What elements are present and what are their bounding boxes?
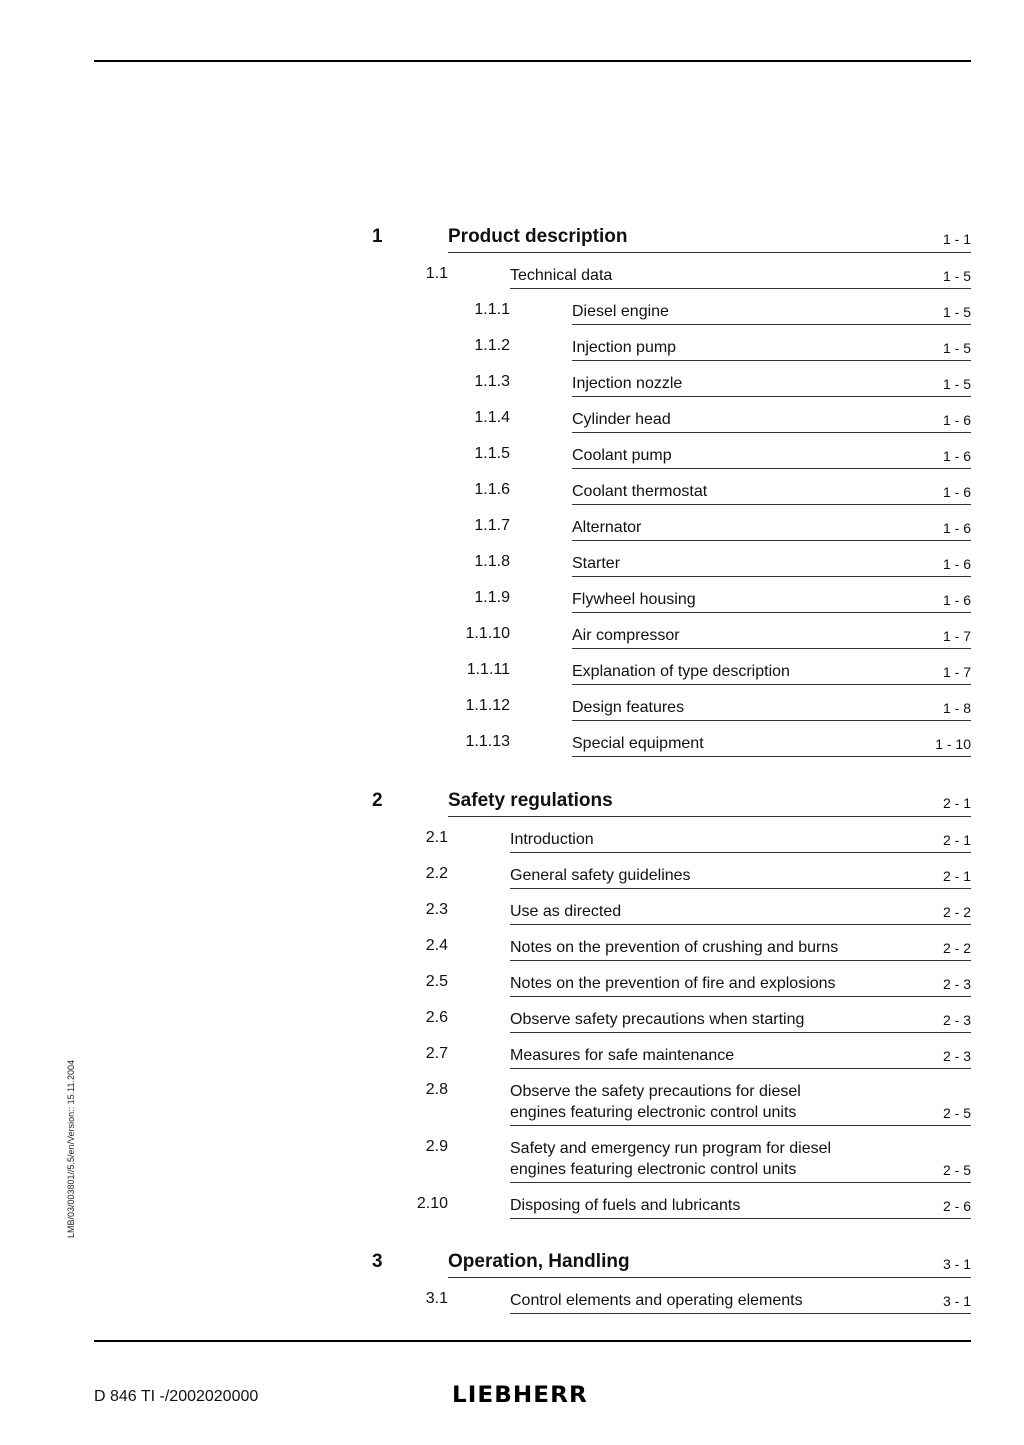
- bottom-rule: [94, 1340, 971, 1342]
- toc-rule: [510, 288, 971, 289]
- toc-rule: [510, 1313, 971, 1314]
- toc-number: 3.1: [425, 1290, 448, 1307]
- toc-number: 2.2: [425, 865, 448, 882]
- toc-title: Diesel engine: [572, 303, 669, 320]
- toc-rule: [510, 1182, 971, 1183]
- toc-page: 3 - 1: [942, 1256, 971, 1272]
- toc-number: 1.1.3: [474, 373, 510, 390]
- toc-title: Starter: [572, 555, 621, 572]
- toc-number: 3: [372, 1251, 383, 1272]
- toc-title: Introduction: [510, 831, 594, 848]
- liebherr-logo: LIEBHERR: [452, 1383, 588, 1408]
- toc-page: 1 - 6: [942, 556, 971, 572]
- toc-number: 1.1.10: [465, 625, 510, 642]
- toc-number: 1.1.12: [465, 697, 510, 714]
- toc-rule: [510, 960, 971, 961]
- toc-title: General safety guidelines: [510, 867, 691, 884]
- toc-number: 2.3: [425, 901, 448, 918]
- toc-page: 2 - 5: [942, 1162, 971, 1178]
- toc-page: 2 - 1: [942, 868, 971, 884]
- toc-number: 1: [372, 226, 383, 247]
- toc-rule: [510, 924, 971, 925]
- toc-page: 1 - 8: [942, 700, 971, 716]
- toc-rule: [448, 1277, 971, 1278]
- toc-title: Control elements and operating elements: [510, 1292, 803, 1309]
- toc-rule: [510, 1218, 971, 1219]
- toc-title: Operation, Handling: [448, 1251, 630, 1272]
- toc-page: 1 - 5: [942, 268, 971, 284]
- toc-number: 2.8: [425, 1081, 448, 1098]
- toc-title: Coolant thermostat: [572, 483, 708, 500]
- toc-title-line2: engines featuring electronic control units: [510, 1104, 797, 1121]
- toc-page: 1 - 5: [942, 376, 971, 392]
- toc-title: Explanation of type description: [572, 663, 790, 680]
- toc-page: 1 - 6: [942, 592, 971, 608]
- toc-title-line2: engines featuring electronic control units: [510, 1161, 797, 1178]
- toc-rule: [572, 684, 971, 685]
- toc-title: Air compressor: [572, 627, 680, 644]
- toc-title-line1: Safety and emergency run program for diesel: [510, 1140, 832, 1157]
- toc-page: 1 - 7: [942, 664, 971, 680]
- toc-title: Cylinder head: [572, 411, 671, 428]
- toc-number: 1.1.11: [466, 661, 510, 678]
- toc-title: Notes on the prevention of crushing and burns: [510, 939, 839, 956]
- toc-number: 2.9: [425, 1138, 448, 1155]
- toc-title: Use as directed: [510, 903, 622, 920]
- toc-number: 1.1.13: [465, 733, 510, 750]
- toc-rule: [510, 1032, 971, 1033]
- toc-page: 2 - 2: [942, 940, 971, 956]
- toc-page: 2 - 3: [942, 1048, 971, 1064]
- toc-page: 1 - 6: [942, 520, 971, 536]
- toc-title: Coolant pump: [572, 447, 672, 464]
- toc-title: Disposing of fuels and lubricants: [510, 1197, 741, 1214]
- toc-title: Technical data: [510, 267, 613, 284]
- toc-title: Design features: [572, 699, 685, 716]
- toc-rule: [510, 888, 971, 889]
- toc-page: 2 - 2: [942, 904, 971, 920]
- toc-number: 1.1.2: [474, 337, 510, 354]
- toc-title: Injection pump: [572, 339, 677, 356]
- toc-number: 2.6: [425, 1009, 448, 1026]
- toc-number: 1.1.7: [474, 517, 510, 534]
- toc-title: Product description: [448, 226, 628, 247]
- toc-page: 1 - 10: [935, 736, 971, 752]
- toc-rule: [510, 996, 971, 997]
- toc-number: 2.7: [425, 1045, 448, 1062]
- toc-number: 1.1.9: [474, 589, 510, 606]
- toc-number: 2.1: [425, 829, 448, 846]
- toc-page: 1 - 6: [942, 412, 971, 428]
- toc-rule: [572, 612, 971, 613]
- toc-number: 1.1: [425, 265, 448, 282]
- toc-page: 1 - 1: [942, 231, 971, 247]
- toc-page: 1 - 6: [942, 448, 971, 464]
- toc-title: Safety regulations: [448, 790, 613, 811]
- toc-title: Flywheel housing: [572, 591, 696, 608]
- toc-title: Observe safety precautions when starting: [510, 1011, 805, 1028]
- toc-rule: [572, 756, 971, 757]
- top-rule: [94, 60, 971, 62]
- toc-page: 2 - 3: [942, 976, 971, 992]
- toc-rule: [572, 324, 971, 325]
- toc-page: 2 - 5: [942, 1105, 971, 1121]
- toc-rule: [510, 852, 971, 853]
- toc-rule: [510, 1125, 971, 1126]
- toc-rule: [572, 648, 971, 649]
- toc-number: 1.1.4: [474, 409, 510, 426]
- toc-page: 2 - 1: [942, 832, 971, 848]
- toc-page: 1 - 7: [942, 628, 971, 644]
- toc-title: Injection nozzle: [572, 375, 683, 392]
- toc-page: 2 - 3: [942, 1012, 971, 1028]
- toc-number: 1.1.8: [474, 553, 510, 570]
- toc-title: Notes on the prevention of fire and explosions: [510, 975, 836, 992]
- toc-page: 1 - 5: [942, 304, 971, 320]
- toc-rule: [448, 816, 971, 817]
- toc-number: 1.1.6: [474, 481, 510, 498]
- toc-rule: [572, 720, 971, 721]
- toc-rule: [572, 504, 971, 505]
- toc-rule: [572, 432, 971, 433]
- toc-number: 1.1.5: [474, 445, 510, 462]
- toc-page: 3 - 1: [942, 1293, 971, 1309]
- toc-number: 2.10: [416, 1195, 448, 1212]
- toc-rule: [572, 468, 971, 469]
- toc-rule: [572, 540, 971, 541]
- toc-number: 1.1.1: [474, 301, 510, 318]
- toc-rule: [572, 360, 971, 361]
- toc-number: 2.5: [425, 973, 448, 990]
- toc-title: Measures for safe maintenance: [510, 1047, 735, 1064]
- toc-page: 2 - 6: [942, 1198, 971, 1214]
- toc-title: Special equipment: [572, 735, 704, 752]
- toc-rule: [572, 576, 971, 577]
- toc-rule: [448, 252, 971, 253]
- toc-title-line1: Observe the safety precautions for diesel: [510, 1083, 801, 1100]
- document-version-label: LMB/03/003801//5.5/en/Version:: 15.11.2004: [66, 1060, 76, 1238]
- toc-number: 2: [372, 790, 383, 811]
- toc-number: 2.4: [425, 937, 448, 954]
- toc-page: 2 - 1: [942, 795, 971, 811]
- toc-page: 1 - 5: [942, 340, 971, 356]
- toc-title: Alternator: [572, 519, 642, 536]
- document-id: D 846 TI -/2002020000: [94, 1388, 259, 1405]
- toc-rule: [572, 396, 971, 397]
- toc-page: 1 - 6: [942, 484, 971, 500]
- toc-rule: [510, 1068, 971, 1069]
